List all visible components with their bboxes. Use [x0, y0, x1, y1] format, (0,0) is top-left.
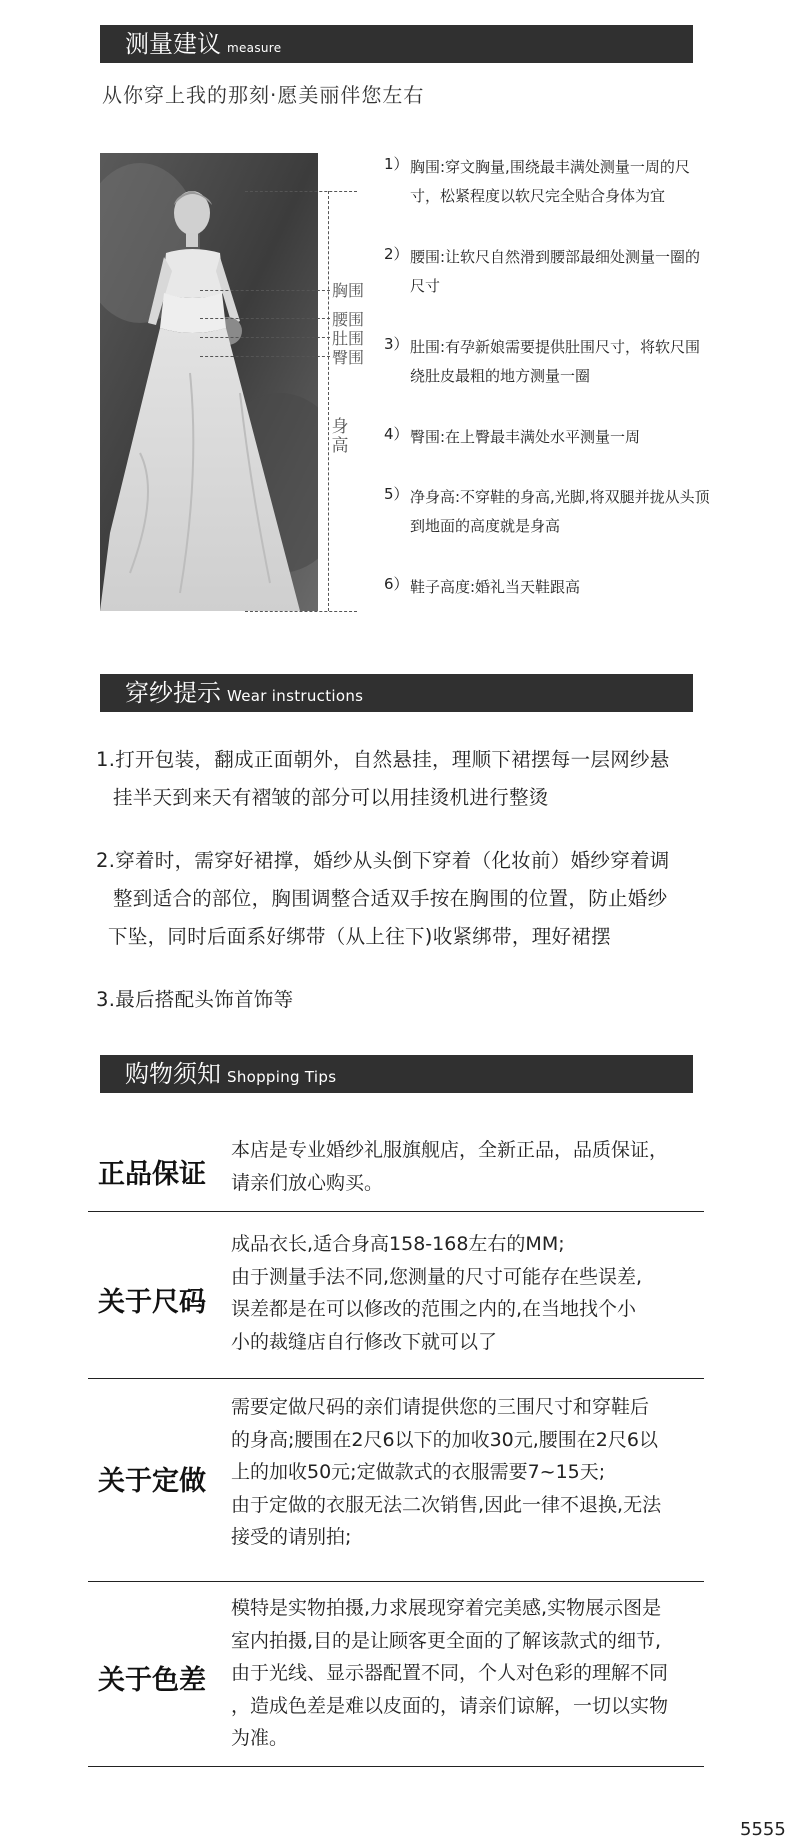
guide-line-hip: [200, 356, 330, 357]
tip-heading: 正品保证: [98, 1159, 206, 1190]
tip-body: [231, 1228, 701, 1358]
guide-label-waist: 腰围: [332, 310, 365, 329]
measure-item-text: 腰围:让软尺自然滑到腰部最细处测量一圈的尺寸: [410, 248, 701, 295]
guide-line-waist: [200, 318, 330, 319]
wear-item-line: 整到适合的部位，胸围调整合适双手按在胸围的位置，防止婚纱: [113, 887, 668, 910]
section-banner-shopping: [100, 1055, 693, 1093]
measure-item-text: 肚围:有孕新娘需要提供肚围尺寸，将软尺围绕肚皮最粗的地方测量一圈: [410, 338, 701, 385]
banner-title-en: measure: [227, 41, 282, 55]
banner-title-cn: 穿纱提示: [125, 679, 221, 707]
measure-item-text: 鞋子高度:婚礼当天鞋跟高: [410, 578, 581, 596]
tip-body: [231, 1134, 701, 1199]
tip-line: 由于测量手法不同,您测量的尺寸可能存在些误差,: [231, 1265, 643, 1288]
wear-item: [96, 981, 706, 1019]
tip-heading: 关于尺码: [98, 1287, 206, 1318]
tip-row-size: [88, 1218, 704, 1378]
wear-item: [96, 842, 706, 956]
banner-title-cn: 测量建议: [125, 30, 221, 58]
tip-line: 小的裁缝店自行修改下就可以了: [231, 1330, 498, 1353]
tip-line: 本店是专业婚纱礼服旗舰店，全新正品，品质保证，: [231, 1139, 669, 1161]
tip-body: [231, 1391, 701, 1554]
guide-line-height: [328, 191, 329, 611]
divider: [88, 1766, 704, 1767]
measure-item-text: 胸围:穿文胸量,围绕最丰满处测量一周的尺寸，松紧程度以软尺完全贴合身体为宜: [410, 158, 690, 205]
guide-line-bust: [200, 290, 330, 291]
wear-item-line: 3.最后搭配头饰首饰等: [96, 988, 294, 1011]
tip-line: 由于光线、显示器配置不同，个人对色彩的理解不同: [231, 1662, 669, 1684]
tip-row-genuine: [88, 1130, 704, 1210]
tip-line: 上的加收50元;定做款式的衣服需要7~15天;: [231, 1461, 606, 1483]
tip-line: 的身高;腰围在2尺6以下的加收30元,腰围在2尺6以: [231, 1428, 658, 1451]
divider: [88, 1581, 704, 1582]
measure-item-num: 3）: [384, 335, 409, 353]
banner-title-cn: 购物须知: [125, 1060, 221, 1088]
tip-line: 误差都是在可以修改的范围之内的,在当地找个小: [231, 1298, 637, 1320]
measure-item-num: 5）: [384, 485, 409, 503]
tip-line: 接受的请别拍;: [231, 1526, 352, 1548]
tip-heading: 关于色差: [98, 1665, 206, 1696]
guide-line-belly: [200, 337, 330, 338]
tip-line: 室内拍摄,目的是让顾客更全面的了解该款式的细节,: [231, 1629, 662, 1652]
corner-text: 5555: [740, 1819, 786, 1840]
wear-item-line: 下坠，同时后面系好绑带（从上往下)收紧绑带，理好裙摆: [108, 925, 611, 948]
wear-item-line: 2.穿着时，需穿好裙撑，婚纱从头倒下穿着（化妆前）婚纱穿着调: [96, 849, 670, 872]
measure-item-num: 4）: [384, 425, 409, 443]
measure-item-num: 6）: [384, 575, 409, 593]
section-banner-wear: [100, 674, 693, 712]
divider: [88, 1211, 704, 1212]
measure-item-num: 1）: [384, 155, 409, 173]
bride-photo: [100, 153, 318, 611]
measure-item-text: 臀围:在上臀最丰满处水平测量一周: [410, 428, 641, 446]
guide-line-bottom: [245, 611, 357, 612]
guide-label-belly: 肚围: [332, 329, 365, 348]
tip-line: 请亲们放心购买。: [231, 1171, 384, 1194]
tip-row-color: [88, 1588, 704, 1768]
tip-body: [231, 1592, 701, 1755]
divider: [88, 1378, 704, 1379]
tip-line: ，造成色差是难以皮面的，请亲们谅解，一切以实物: [231, 1694, 669, 1717]
measure-item-num: 2）: [384, 245, 409, 263]
wear-item-line: 挂半天到来天有褶皱的部分可以用挂烫机进行整烫: [113, 786, 549, 809]
guide-label-hip: 臀围: [332, 348, 365, 367]
guide-label-bust: 胸围: [332, 281, 365, 300]
wear-item: [96, 741, 706, 817]
tip-line: 成品衣长,适合身高158-168左右的MM;: [231, 1233, 565, 1255]
tip-line: 模特是实物拍摄,力求展现穿着完美感,实物展示图是: [231, 1597, 662, 1619]
tip-line: 为准。: [231, 1727, 289, 1749]
guide-label-height: 身高: [331, 417, 349, 456]
tip-line: 由于定做的衣服无法二次销售,因此一律不退换,无法: [231, 1493, 662, 1516]
tip-heading: 关于定做: [98, 1466, 206, 1497]
guide-line-top: [245, 191, 357, 192]
banner-title-en: Wear instructions: [227, 687, 364, 705]
section-banner-measure: [100, 25, 693, 63]
tip-line: 需要定做尺码的亲们请提供您的三围尺寸和穿鞋后: [231, 1396, 650, 1418]
tip-row-custom: [88, 1385, 704, 1575]
banner-title-en: Shopping Tips: [227, 1068, 337, 1086]
measure-item-text: 净身高:不穿鞋的身高,光脚,将双腿并拢从头顶到地面的高度就是身高: [410, 488, 710, 535]
wear-item-line: 1.打开包装，翻成正面朝外，自然悬挂，理顺下裙摆每一层网纱悬: [96, 748, 670, 771]
tagline: 从你穿上我的那刻·愿美丽伴您左右: [102, 83, 425, 107]
